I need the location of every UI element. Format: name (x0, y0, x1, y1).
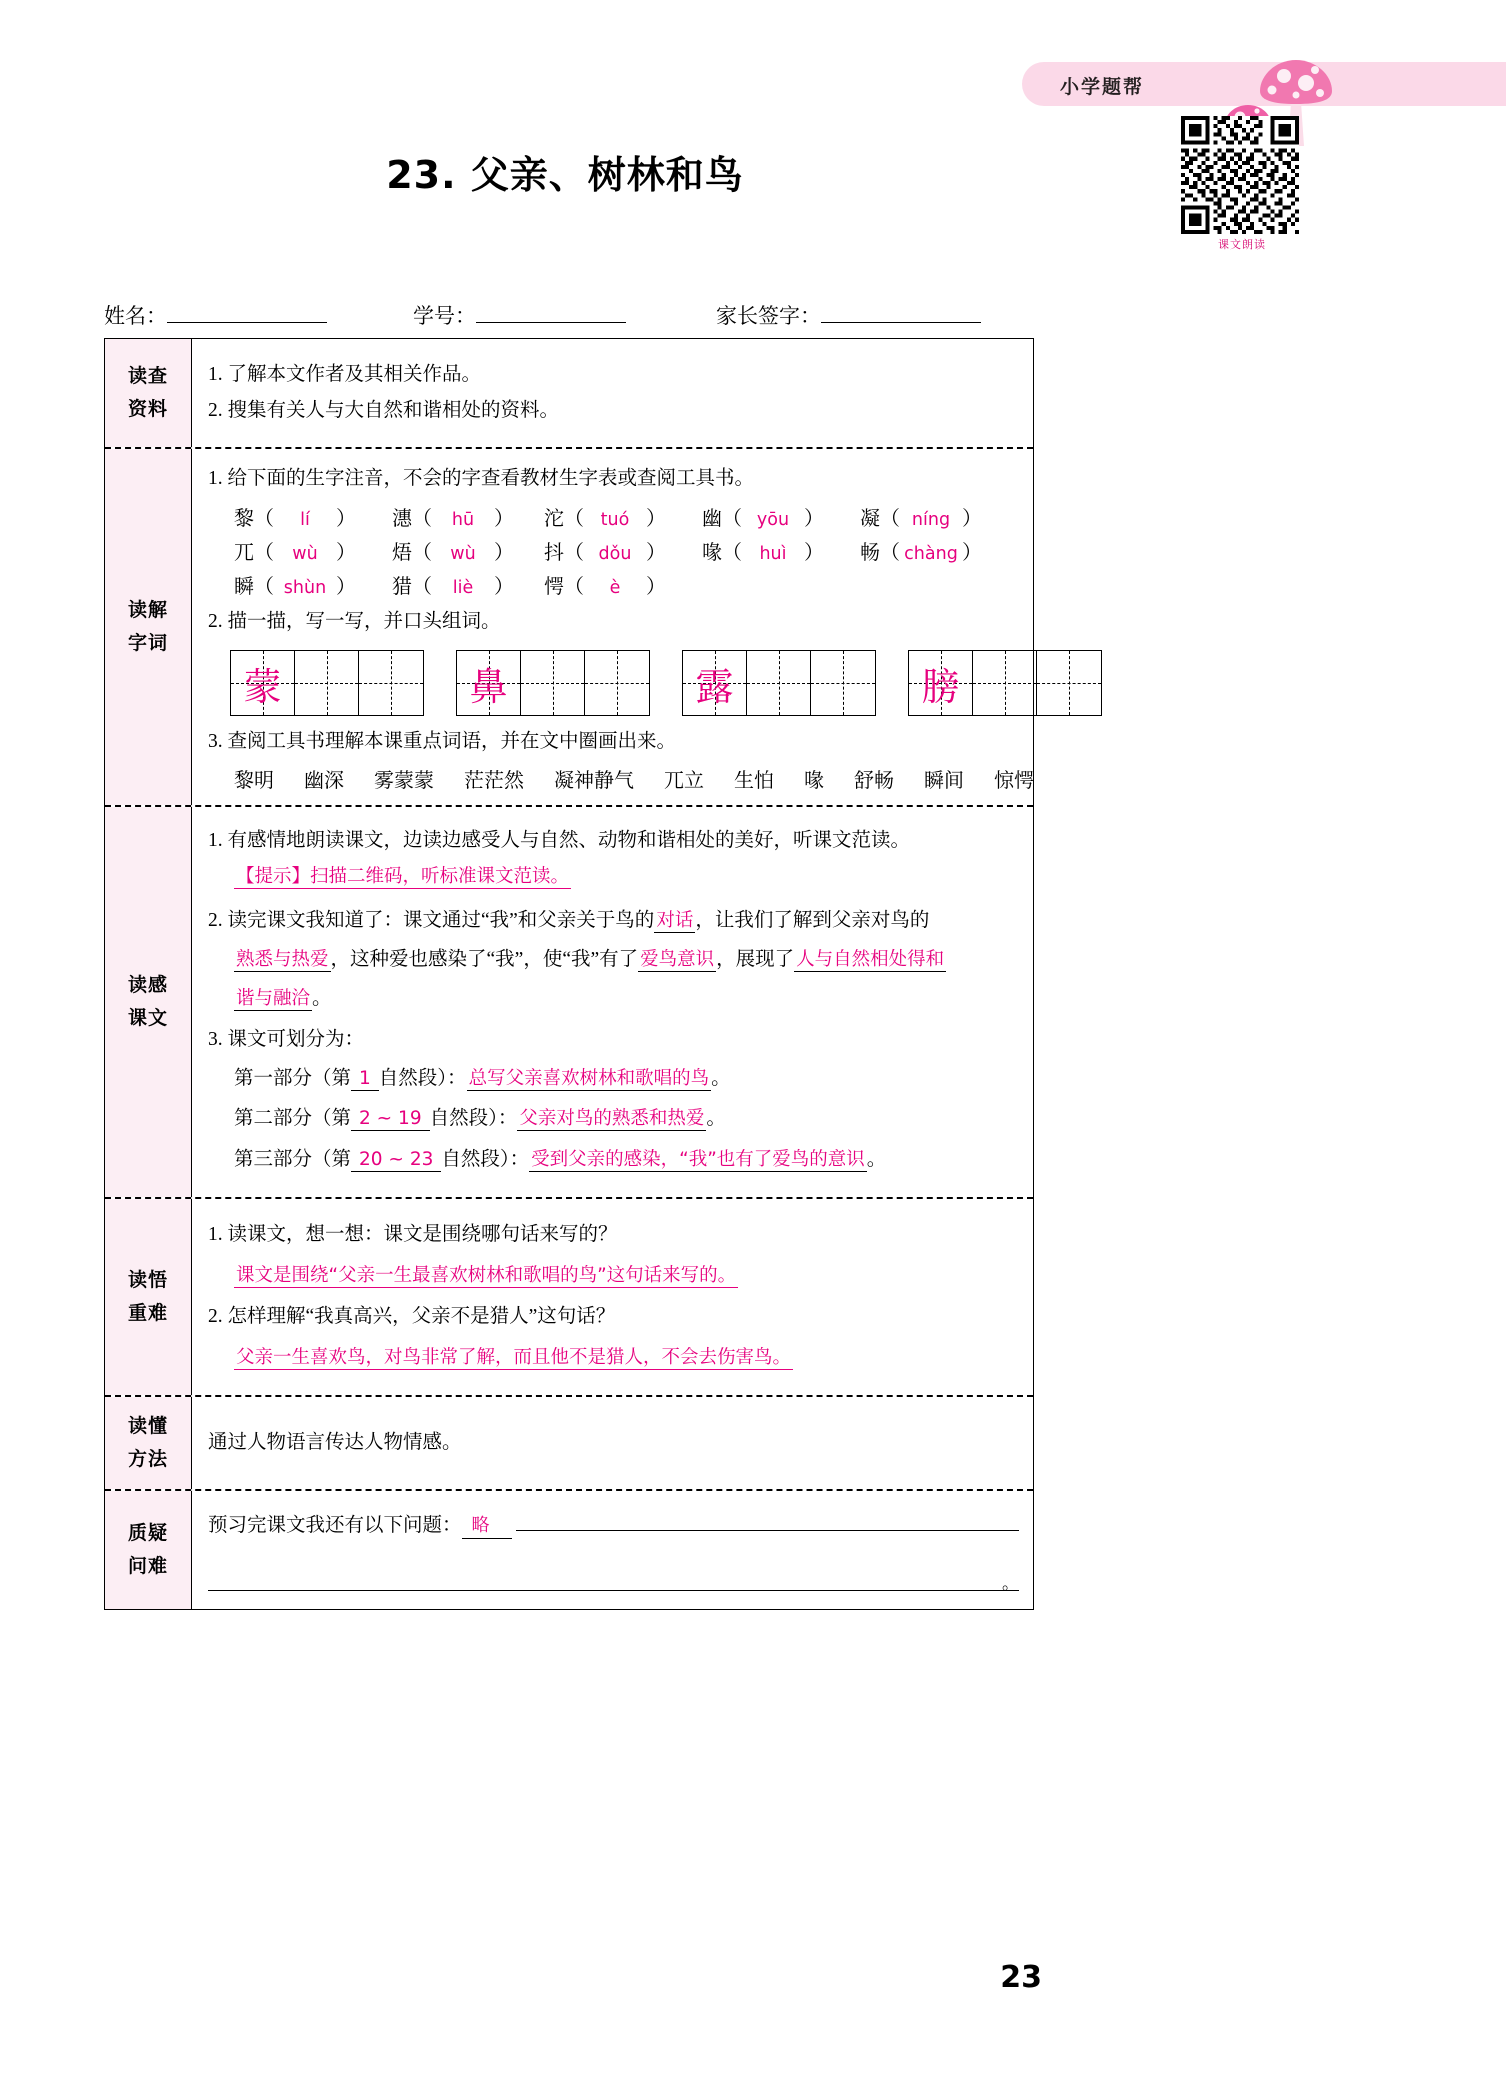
section-label-vocabulary (105, 449, 192, 805)
pinyin-hanzi: 愕 (544, 576, 564, 599)
section-body-comprehension (192, 807, 1033, 1197)
comprehension-question-1: 1. 有感情地朗读课文，边读边感受人与自然、动物和谐相处的美好，听课文范读。 (208, 830, 911, 852)
comprehension-tip (208, 859, 1019, 895)
q2-answer-4[interactable]: 人与自然相处得和 (796, 949, 945, 971)
tianzige-cell-filled[interactable] (231, 651, 295, 715)
keypoint-answer-2-row (208, 1338, 1019, 1379)
pinyin-answer[interactable]: hū (451, 510, 475, 531)
comprehension-question-2-cont (208, 940, 1019, 979)
pinyin-answer[interactable]: è (609, 578, 621, 599)
section-label-line1: 质疑 (127, 1521, 168, 1544)
student-id-field-group[interactable] (413, 300, 626, 330)
keypoint-answer-1-row (208, 1256, 1019, 1297)
pinyin-row (208, 502, 1102, 531)
section-label-method (105, 1397, 192, 1489)
section-body-research (192, 339, 1033, 447)
word-item: 喙 (804, 770, 824, 793)
vocab-question-3: 3. 查阅工具书理解本课重点词语，并在文中圈画出来。 (208, 731, 677, 753)
student-info-row (104, 300, 1104, 330)
part-suffix: 。 (866, 1149, 887, 1171)
pinyin-answer[interactable]: huì (759, 544, 787, 565)
pinyin-hanzi: 黎 (234, 508, 254, 531)
pinyin-item[interactable]: 猎 （ liè ） (392, 570, 544, 599)
page-number: 23 (1000, 1960, 1042, 1995)
question-blank-line-2[interactable] (208, 1569, 1019, 1591)
section-label-line1: 读解 (127, 598, 168, 621)
pinyin-hanzi: 焐 (392, 542, 412, 565)
worksheet-table (104, 338, 1034, 1610)
pinyin-item[interactable]: 喙 （ huì ） (702, 536, 860, 565)
tianzige-cell-empty[interactable] (295, 651, 359, 715)
qr-caption: 课文朗读 (1218, 238, 1266, 251)
section-label-line2: 资料 (127, 398, 168, 421)
pinyin-answer[interactable]: liè (452, 578, 474, 599)
section-label-line2: 问难 (127, 1555, 168, 1578)
tip-text: 【提示】扫描二维码，听标准课文范读。 (236, 866, 570, 888)
method-text: 通过人物语言传达人物情感。 (208, 1432, 462, 1454)
part-paragraph-number[interactable]: 1 (351, 1068, 379, 1091)
q2-text-c: ，这种爱也感染了“我”，使“我”有了 (330, 949, 639, 971)
question-prompt: 预习完课文我还有以下问题： (208, 1515, 462, 1537)
pinyin-item[interactable]: 瞬 （ shùn ） (234, 570, 392, 599)
section-label-line1: 读查 (127, 364, 168, 387)
brand-label: 小学题帮 (1060, 76, 1145, 98)
keypoint-question-2: 2. 怎样理解“我真高兴，父亲不是猎人”这句话？ (208, 1306, 616, 1328)
comprehension-question-3: 3. 课文可划分为： (208, 1029, 365, 1051)
page-title: 23. 父亲、树林和鸟 (386, 153, 744, 197)
pinyin-item[interactable]: 潓 （ hū ） (392, 502, 544, 531)
pinyin-hanzi: 凝 (860, 508, 880, 531)
section-row-keypoints (105, 1199, 1033, 1397)
practice-char: 露 (695, 664, 734, 709)
section-label-line2: 字词 (127, 632, 168, 655)
part-mid: 自然段）： (441, 1149, 530, 1171)
pinyin-hanzi: 沱 (544, 508, 564, 531)
section-row-method (105, 1397, 1033, 1491)
pinyin-hanzi: 幽 (702, 508, 722, 531)
tianzige-cell-empty[interactable] (585, 651, 649, 715)
comprehension-question-2-cont2 (208, 979, 1019, 1018)
pinyin-item[interactable]: 畅 （ chàng ） (860, 536, 1020, 565)
guardian-input-blank[interactable] (821, 301, 981, 323)
q2-text-a: 2. 读完课文我知道了：课文通过“我”和父亲关于鸟的 (208, 910, 655, 932)
q2-answer-1[interactable]: 对话 (656, 910, 694, 932)
guardian-label: 家长签字： (716, 304, 821, 328)
pinyin-answer[interactable]: wù (292, 544, 318, 565)
section-label-research (105, 339, 192, 447)
part-paragraph-number[interactable]: 2 ~ 19 (351, 1108, 430, 1131)
section-body-questions (192, 1491, 1033, 1609)
pinyin-hanzi: 瞬 (234, 576, 254, 599)
pinyin-item[interactable]: 凝 （ níng ） (860, 502, 1020, 531)
keypoint-question-1: 1. 读课文，想一想：课文是围绕哪句话来写的？ (208, 1224, 618, 1246)
part-mid: 自然段）： (429, 1108, 518, 1130)
part-division-row (208, 1140, 1019, 1181)
section-label-line2: 方法 (127, 1448, 168, 1471)
part-answer[interactable]: 父亲对鸟的熟悉和热爱 (519, 1108, 705, 1130)
practice-char: 膀 (921, 664, 960, 709)
tianzige-group[interactable] (682, 650, 876, 716)
section-label-line1: 读懂 (127, 1414, 168, 1437)
name-label: 姓名： (104, 304, 167, 328)
q2-text-b: ，让我们了解到父亲对鸟的 (695, 910, 930, 932)
q2-answer-5[interactable]: 谐与融洽 (236, 988, 311, 1010)
pinyin-answer[interactable]: lí (300, 510, 310, 531)
word-item: 雾蒙蒙 (374, 770, 434, 793)
pinyin-hanzi: 潓 (392, 508, 412, 531)
question-answer[interactable]: 略 (462, 1511, 512, 1539)
part-mid: 自然段）： (378, 1067, 467, 1089)
vocab-question-2: 2. 描一描，写一写，并口头组词。 (208, 611, 501, 633)
part-prefix: 第一部分（第 (234, 1067, 352, 1089)
part-answer[interactable]: 总写父亲喜欢树林和歌唱的鸟 (468, 1067, 710, 1089)
section-label-line1: 读感 (127, 974, 168, 997)
q2-answer-2[interactable]: 熟悉与热爱 (236, 949, 329, 971)
section-body-keypoints (192, 1199, 1033, 1395)
character-practice-strip (208, 650, 1102, 716)
keypoint-answer-1[interactable]: 课文是围绕“父亲一生最喜欢树林和歌唱的鸟”这句话来写的。 (236, 1265, 737, 1287)
part-answer[interactable]: 受到父亲的感染，“我”也有了爱鸟的意识 (531, 1149, 865, 1171)
guardian-signature-group[interactable] (716, 300, 981, 330)
comprehension-question-2 (208, 901, 1019, 940)
qr-code-block[interactable] (1181, 116, 1303, 252)
practice-char: 鼻 (469, 664, 508, 709)
section-body-vocabulary (192, 449, 1116, 805)
tianzige-cell-empty[interactable] (521, 651, 585, 715)
tianzige-group[interactable] (230, 650, 424, 716)
pinyin-item[interactable]: 愕 （ è ） (544, 570, 702, 599)
pinyin-item[interactable]: 兀 （ wù ） (234, 536, 392, 565)
tianzige-cell-empty[interactable] (811, 651, 875, 715)
section-row-vocabulary (105, 449, 1033, 807)
q2-text-d: ，展现了 (716, 949, 795, 971)
section-row-comprehension (105, 807, 1033, 1199)
tianzige-cell-filled[interactable] (457, 651, 521, 715)
tianzige-cell-empty[interactable] (747, 651, 811, 715)
word-item: 兀立 (664, 770, 704, 793)
pinyin-answer[interactable]: chàng (904, 544, 958, 565)
pinyin-hanzi: 猎 (392, 576, 412, 599)
qr-code-image[interactable] (1181, 116, 1299, 234)
pinyin-hanzi: 畅 (860, 542, 880, 565)
part-prefix: 第三部分（第 (234, 1149, 352, 1171)
pinyin-hanzi: 兀 (234, 542, 254, 565)
word-item: 瞬间 (924, 770, 964, 793)
pinyin-answer[interactable]: wù (450, 544, 476, 565)
word-item: 幽深 (304, 770, 344, 793)
section-label-comprehension (105, 807, 192, 1197)
practice-char: 蒙 (243, 664, 282, 709)
section-row-research (105, 339, 1033, 449)
word-item: 茫茫然 (464, 770, 524, 793)
section-body-method (192, 1397, 1033, 1489)
word-item: 凝神静气 (554, 770, 634, 793)
question-tail-period: 。 (1002, 1574, 1019, 1594)
section-label-line1: 读悟 (127, 1268, 168, 1291)
tianzige-cell-empty[interactable] (973, 651, 1037, 715)
pinyin-item[interactable]: 焐 （ wù ） (392, 536, 544, 565)
pinyin-row (208, 570, 1102, 599)
question-blank-line-1[interactable] (516, 1509, 1019, 1531)
part-division-row (208, 1059, 1019, 1100)
tianzige-cell-empty[interactable] (1037, 651, 1101, 715)
part-suffix: 。 (706, 1108, 726, 1130)
pinyin-item[interactable]: 沱 （ tuó ） (544, 502, 702, 531)
pinyin-hanzi: 抖 (544, 542, 564, 565)
tianzige-group[interactable] (456, 650, 650, 716)
name-field-group[interactable] (104, 300, 327, 330)
pinyin-item[interactable]: 黎 （ lí ） (234, 502, 392, 531)
pinyin-item[interactable]: 抖 （ dǒu ） (544, 536, 702, 565)
section-label-keypoints (105, 1199, 192, 1395)
part-suffix: 。 (711, 1067, 731, 1089)
section-label-questions (105, 1491, 192, 1609)
word-item: 黎明 (234, 770, 274, 793)
word-item: 生怕 (734, 770, 774, 793)
pinyin-row (208, 536, 1102, 565)
tianzige-cell-filled[interactable] (909, 651, 973, 715)
keypoint-answer-2[interactable]: 父亲一生喜欢鸟，对鸟非常了解，而且他不是猎人，不会去伤害鸟。 (236, 1347, 792, 1369)
q2-text-e: 。 (312, 988, 332, 1010)
section-row-questions (105, 1491, 1033, 1609)
pinyin-answer[interactable]: tuó (600, 510, 630, 531)
student-id-input-blank[interactable] (476, 301, 626, 323)
vocab-question-1: 1. 给下面的生字注音，不会的字查看教材生字表或查阅工具书。 (208, 468, 755, 490)
research-item-1: 1. 了解本文作者及其相关作品。 (208, 364, 482, 385)
section-label-line2: 课文 (127, 1007, 168, 1030)
part-prefix: 第二部分（第 (234, 1108, 352, 1130)
tianzige-group[interactable] (908, 650, 1102, 716)
pinyin-item[interactable]: 幽 （ yōu ） (702, 502, 860, 531)
section-label-line2: 重难 (127, 1302, 168, 1325)
tianzige-cell-empty[interactable] (359, 651, 423, 715)
word-item: 惊愕 (994, 770, 1034, 793)
question-prompt-row (208, 1509, 1019, 1539)
student-id-label: 学号： (413, 304, 476, 328)
tianzige-cell-filled[interactable] (683, 651, 747, 715)
part-division-row (208, 1099, 1019, 1140)
pinyin-answer[interactable]: dǒu (598, 544, 632, 565)
part-paragraph-number[interactable]: 20 ~ 23 (351, 1149, 441, 1172)
pinyin-hanzi: 喙 (702, 542, 722, 565)
name-input-blank[interactable] (167, 301, 327, 323)
word-item: 舒畅 (854, 770, 894, 793)
pinyin-answer[interactable]: níng (911, 510, 951, 531)
research-item-2: 2. 搜集有关人与大自然和谐相处的资料。 (208, 400, 560, 422)
pinyin-answer[interactable]: shùn (283, 578, 327, 599)
q2-answer-3[interactable]: 爱鸟意识 (640, 949, 715, 971)
key-word-list (208, 764, 1102, 793)
pinyin-answer[interactable]: yōu (756, 510, 790, 531)
